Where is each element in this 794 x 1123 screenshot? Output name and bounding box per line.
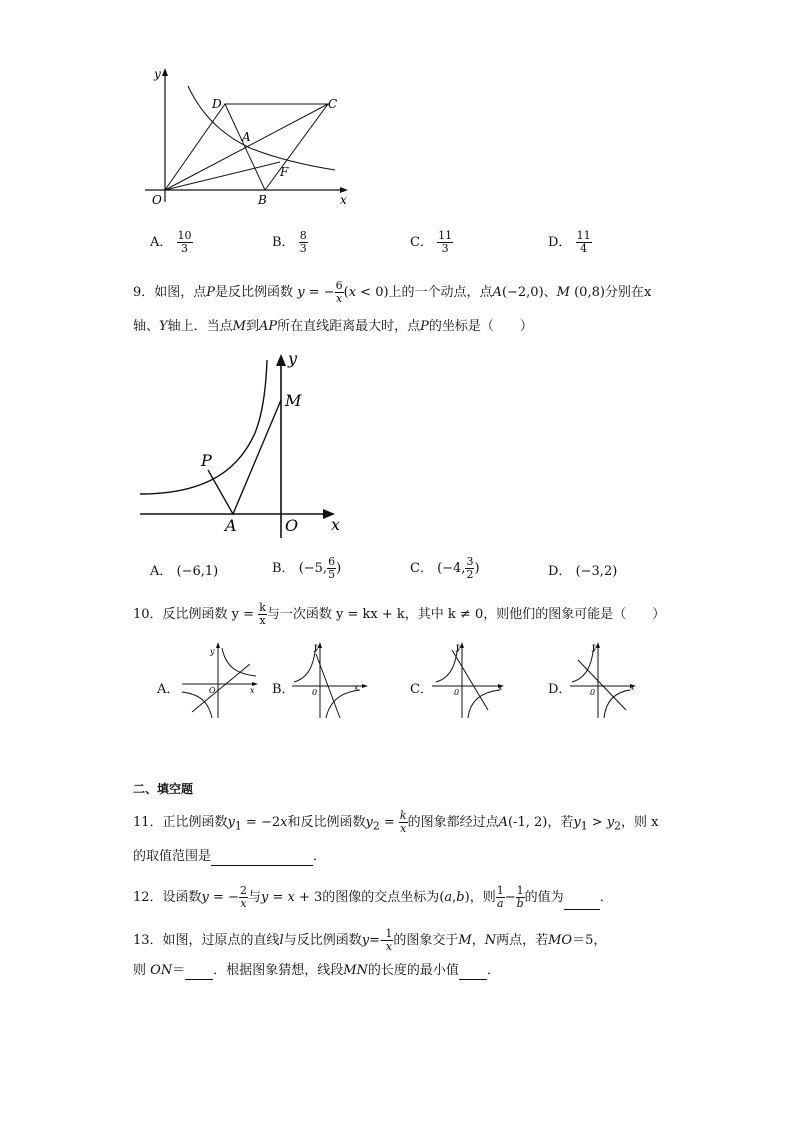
- q10-graph-c[interactable]: [430, 640, 510, 720]
- q10-option-a-label[interactable]: A．: [157, 682, 180, 697]
- label-M: M: [285, 391, 302, 410]
- q8-option-a[interactable]: A． $\frac{10}{3}$: [150, 229, 192, 255]
- q10-graph-a[interactable]: [180, 640, 260, 720]
- label-y: y: [288, 349, 298, 368]
- q10-option-b-label[interactable]: B．: [272, 682, 295, 697]
- q8-option-c[interactable]: C． $\frac{11}{3}$: [410, 229, 453, 255]
- hyperbola-curve: [188, 86, 338, 170]
- q10-graph-d[interactable]: [568, 640, 648, 720]
- svg-text:y: y: [210, 647, 215, 656]
- label-x: x: [340, 193, 347, 207]
- label-A: A: [242, 130, 251, 144]
- q11-line-2: 的取值范围是 ．: [133, 849, 327, 864]
- q13-line-2: 则 ON＝ ．根据图象猜想，线段MN的长度的最小值 ．: [133, 963, 500, 978]
- q10-option-c-label[interactable]: C．: [410, 682, 433, 697]
- label-C: C: [328, 97, 338, 111]
- svg-text:x: x: [498, 683, 503, 692]
- q11-answer-blank[interactable]: [211, 851, 313, 866]
- section-heading: 二、填空题: [133, 782, 194, 796]
- svg-text:x: x: [354, 683, 359, 692]
- q12-text: 12．设函数y = − $\frac{2}{x}$ 与y = x + 3的图像的交点坐标为(a,b)，则 $\frac{1}{a}$ − $\frac{1}{b}$ 的值为 ．: [133, 884, 613, 910]
- q9-option-c[interactable]: C． (−4, $\frac{3}{2}$ ): [410, 555, 480, 581]
- q9-figure: [135, 348, 350, 543]
- svg-text:0: 0: [312, 688, 318, 697]
- label-F: F: [280, 165, 289, 179]
- q10-option-d-label[interactable]: D．: [548, 682, 572, 697]
- q10-text: 10．反比例函数 y = $\frac{k}{x}$ 与一次函数 y = kx + k，其中 k ≠ 0，则他们的图象可能是（ ）: [133, 601, 666, 627]
- q8-option-b[interactable]: B． $\frac{8}{3}$: [272, 229, 307, 255]
- svg-text:y: y: [592, 643, 597, 652]
- q9-option-b[interactable]: B． (−5, $\frac{6}{5}$ ): [272, 555, 342, 581]
- q13-answer-blank-2[interactable]: [459, 965, 487, 980]
- label-x: x: [331, 515, 341, 534]
- q8-figure: [140, 62, 360, 212]
- q9-line-1: 9．如图，点P是反比例函数 y = − $\frac{6}{x}$ (x < 0)上的一个动点，点A(−2,0)、M (0,8)分别在x: [133, 279, 652, 305]
- q9-option-d[interactable]: D． (−3,2): [548, 564, 618, 579]
- q9-line-2: 轴、Y轴上．当点M到AP所在直线距离最大时，点P的坐标是（ ）: [133, 319, 533, 334]
- q10-graph-b[interactable]: [290, 640, 370, 720]
- hyperbola-curve: [140, 360, 267, 494]
- label-y: y: [154, 67, 161, 81]
- svg-text:x: x: [630, 683, 635, 692]
- svg-text:y: y: [314, 643, 319, 652]
- label-D: D: [212, 97, 222, 111]
- label-B: B: [258, 193, 267, 207]
- svg-text:x: x: [250, 686, 255, 695]
- svg-text:y: y: [456, 643, 461, 652]
- q8-option-d[interactable]: D． $\frac{11}{4}$: [548, 229, 591, 255]
- svg-text:0: 0: [590, 688, 596, 697]
- label-P: P: [201, 451, 212, 470]
- q13-line-1: 13．如图，过原点的直线l与反比例函数y=- $\frac{1}{x}$ 的图象交于M，N两点，若MO＝5，: [133, 927, 607, 953]
- q12-answer-blank[interactable]: [564, 895, 600, 910]
- label-O: O: [285, 516, 299, 535]
- label-A: A: [225, 516, 237, 535]
- svg-text:0: 0: [454, 688, 460, 697]
- q9-option-a[interactable]: A． (−6,1): [150, 564, 219, 579]
- label-O: O: [152, 193, 162, 207]
- svg-text:O: O: [209, 686, 216, 695]
- q11-line-1: 11．正比例函数$y_1 = -2x$和反比例函数$y_2$ = $\frac{k}{x}$ 的图象都经过点A(-1, 2)，若$y_1 > y_2$，则 x: [133, 809, 659, 835]
- q13-answer-blank-1[interactable]: [185, 965, 213, 980]
